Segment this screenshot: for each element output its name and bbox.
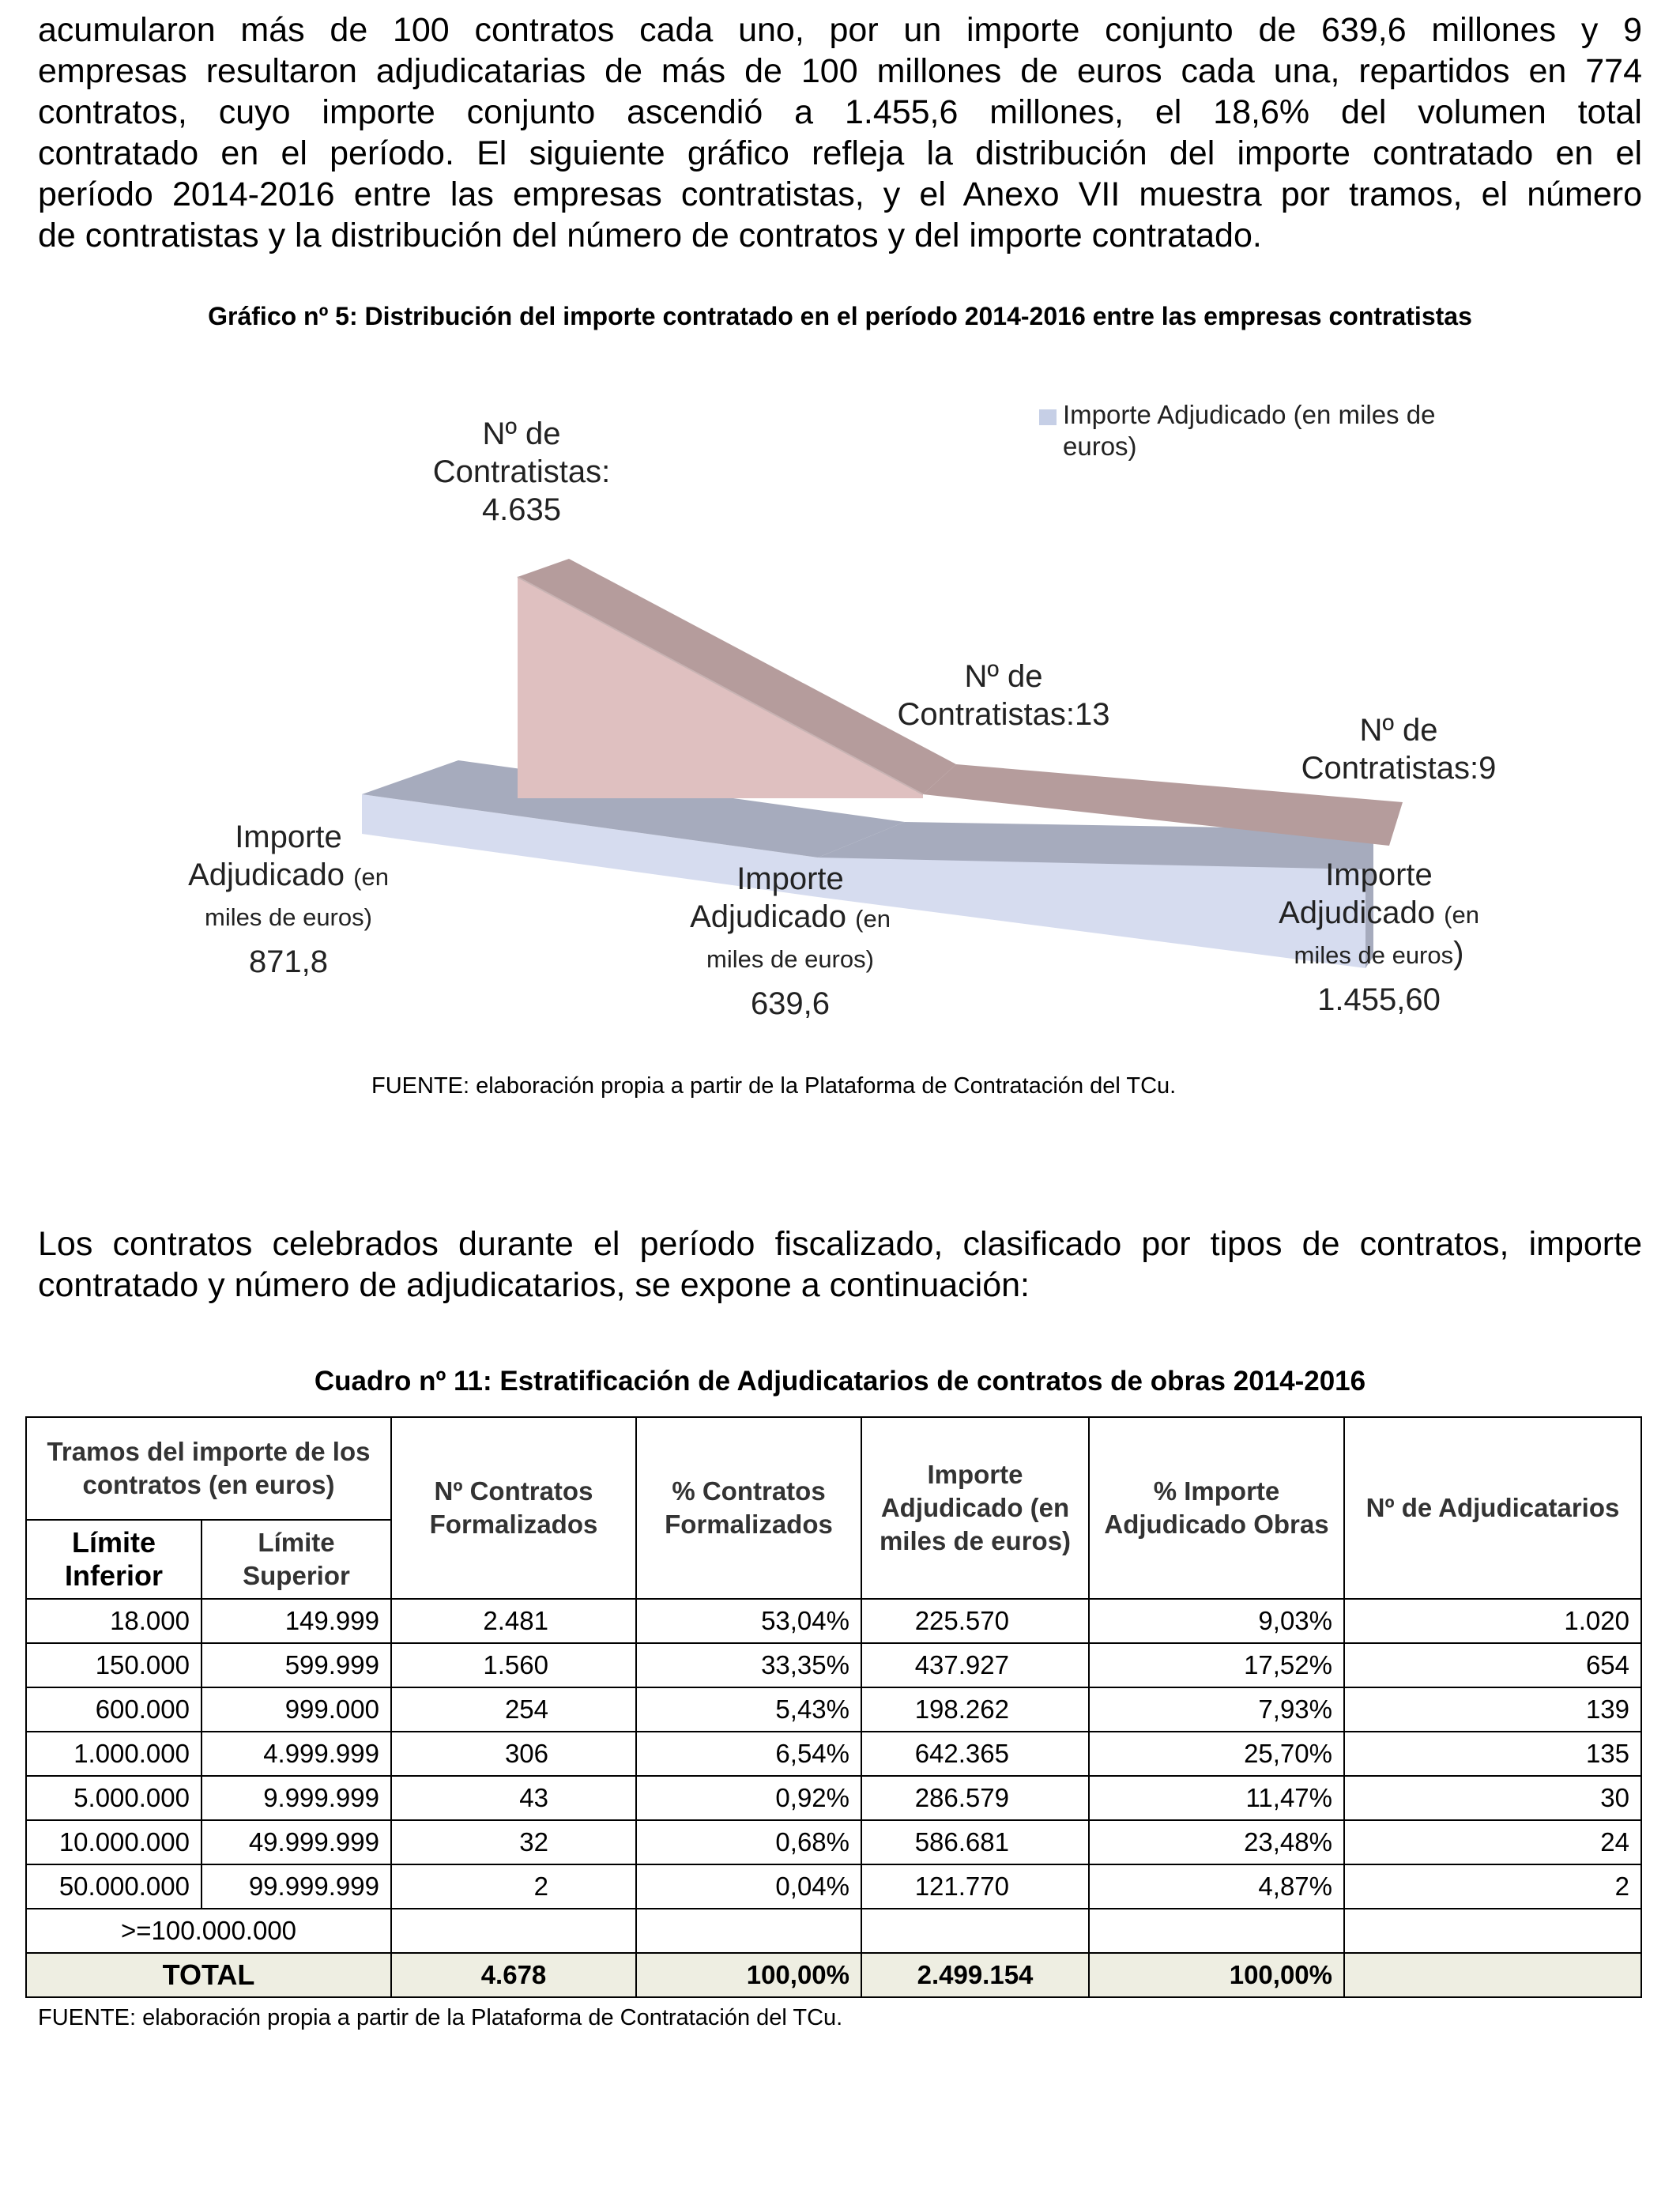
table-source: FUENTE: elaboración propia a partir de la Plataforma de Contratación del TCu. (38, 2005, 843, 2030)
cell-limite-superior: 49.999.999 (202, 1820, 391, 1864)
cell-contratos: 254 (391, 1687, 636, 1732)
importe-label-unit: miles de euros) (205, 903, 372, 931)
table-row (26, 1864, 1641, 1909)
contratistas-label-line: Nº de (482, 417, 561, 451)
table-row (26, 1732, 1641, 1776)
cell-total-empty (1344, 1953, 1641, 1997)
para-line: contratado y número de adjudicatarios, se expone a continuación: (38, 1266, 1030, 1304)
cell-pct-contratos: 53,04% (636, 1599, 861, 1643)
cell-limite-superior: 149.999 (202, 1599, 391, 1643)
cell-importe: 121.770 (861, 1864, 1089, 1909)
cell-pct-contratos: 0,92% (636, 1776, 861, 1820)
intro-line: de contratistas y la distribución del número de contratos y del importe contratado. (38, 217, 1262, 254)
cell-limite-inferior: 600.000 (26, 1687, 202, 1732)
cell-pct-importe: 7,93% (1089, 1687, 1344, 1732)
importe-label-unit: miles de euros (1294, 941, 1454, 969)
cell-limite-superior: 99.999.999 (202, 1864, 391, 1909)
intro-line: período 2014-2016 entre las empresas contratistas, y el Anexo VII muestra por tramos, el número (38, 175, 1642, 213)
importe-label-line: Adjudicado (188, 858, 345, 892)
importe-value: 639,6 (750, 986, 831, 1021)
importe-label-unit: miles de euros) (706, 945, 874, 973)
importe-label-3 (1249, 856, 1509, 1019)
cell-pct-contratos: 0,68% (636, 1820, 861, 1864)
cell-contratos: 43 (391, 1776, 636, 1820)
cell-adjudicatarios: 2 (1344, 1864, 1641, 1909)
table-row (26, 1687, 1641, 1732)
cell-contratos: 2.481 (391, 1599, 636, 1643)
contratistas-label-1 (403, 415, 640, 529)
contratistas-label-line: Nº de (1359, 713, 1438, 748)
cell-importe: 437.927 (861, 1643, 1089, 1687)
cell-importe: 586.681 (861, 1820, 1089, 1864)
table-caption: Cuadro nº 11: Estratificación de Adjudicatarios de contratos de obras 2014-2016 (314, 1366, 1366, 1397)
importe-label-1 (158, 818, 419, 981)
header-pct-contratos: % Contratos Formalizados (636, 1417, 861, 1599)
cell-adjudicatarios: 135 (1344, 1732, 1641, 1776)
contratistas-label-line: Nº de (964, 659, 1043, 694)
cell-tramo-range: >=100.000.000 (26, 1909, 391, 1953)
cell-total-pct-contratos: 100,00% (636, 1953, 861, 1997)
table-row (26, 1599, 1641, 1643)
contratistas-label-3 (1264, 711, 1533, 787)
cell-limite-inferior: 5.000.000 (26, 1776, 202, 1820)
cell-importe: 286.579 (861, 1776, 1089, 1820)
cell-limite-inferior: 18.000 (26, 1599, 202, 1643)
importe-label-line: Adjudicado (690, 899, 846, 934)
intro-line: empresas resultaron adjudicatarias de más de 100 millones de euros cada una, repartidos en 774 (38, 52, 1642, 90)
cell-limite-inferior: 50.000.000 (26, 1864, 202, 1909)
cell-importe: 225.570 (861, 1599, 1089, 1643)
cell-contratos: 2 (391, 1864, 636, 1909)
intro-paragraph (38, 9, 1642, 256)
intro-line: contratos, cuyo importe conjunto ascendió a 1.455,6 millones, el 18,6% del volumen total (38, 93, 1642, 131)
cell-limite-superior: 999.000 (202, 1687, 391, 1732)
importe-label-line: Importe (235, 820, 342, 854)
cell-adjudicatarios: 30 (1344, 1776, 1641, 1820)
importe-label-unit: (en (855, 905, 891, 933)
header-limite-inferior: Límite Inferior (26, 1520, 202, 1599)
cell-pct-importe: 25,70% (1089, 1732, 1344, 1776)
header-contratos: Nº Contratos Formalizados (391, 1417, 636, 1599)
cell-pct-contratos: 33,35% (636, 1643, 861, 1687)
chart-area (0, 371, 1680, 1083)
cell-pct-importe: 23,48% (1089, 1820, 1344, 1864)
table-row (26, 1643, 1641, 1687)
contratistas-label-line: Contratistas:9 (1301, 751, 1497, 786)
importe-label-line: Importe (736, 861, 844, 896)
intro-line: contratado en el período. El siguiente gráfico refleja la distribución del importe contratado en el (38, 134, 1642, 172)
legend-label: Importe Adjudicado (en miles de (1063, 400, 1436, 429)
table-row-last-tramo (26, 1909, 1641, 1953)
cell-empty (391, 1909, 636, 1953)
header-pct-importe: % Importe Adjudicado Obras (1089, 1417, 1344, 1599)
contratistas-value: 4.635 (481, 492, 562, 527)
cell-total-contratos: 4.678 (391, 1953, 636, 1997)
cell-limite-inferior: 150.000 (26, 1643, 202, 1687)
importe-value: 1.455,60 (1317, 982, 1441, 1017)
importe-label-2 (660, 860, 921, 1023)
header-limite-superior: Límite Superior (202, 1520, 391, 1599)
cell-pct-contratos: 5,43% (636, 1687, 861, 1732)
cell-limite-inferior: 10.000.000 (26, 1820, 202, 1864)
chart-source: FUENTE: elaboración propia a partir de la Plataforma de Contratación del TCu. (371, 1073, 1177, 1099)
cell-empty (861, 1909, 1089, 1953)
cell-pct-contratos: 0,04% (636, 1864, 861, 1909)
importe-label-line: Adjudicado (1279, 895, 1435, 930)
contratistas-label-line: Contratistas:13 (897, 697, 1110, 732)
cell-empty (1089, 1909, 1344, 1953)
cell-pct-importe: 4,87% (1089, 1864, 1344, 1909)
cell-pct-importe: 17,52% (1089, 1643, 1344, 1687)
importe-label-unit: (en (1444, 901, 1479, 929)
para-line: Los contratos celebrados durante el período fiscalizado, clasificado por tipos de contratos, importe (38, 1225, 1642, 1263)
cell-pct-importe: 9,03% (1089, 1599, 1344, 1643)
cell-limite-superior: 4.999.999 (202, 1732, 391, 1776)
cell-adjudicatarios: 139 (1344, 1687, 1641, 1732)
cell-adjudicatarios: 24 (1344, 1820, 1641, 1864)
cell-total-label: TOTAL (26, 1953, 391, 1997)
chart-legend (1039, 399, 1435, 462)
cell-total-importe: 2.499.154 (861, 1953, 1089, 1997)
table-row-total (26, 1953, 1641, 1997)
contratistas-label-2 (861, 658, 1146, 733)
contratistas-label-line: Contratistas: (432, 454, 611, 489)
cell-empty (636, 1909, 861, 1953)
cell-empty (1344, 1909, 1641, 1953)
header-importe: Importe Adjudicado (en miles de euros) (861, 1417, 1089, 1599)
cell-limite-inferior: 1.000.000 (26, 1732, 202, 1776)
cell-importe: 198.262 (861, 1687, 1089, 1732)
importe-label-line: Importe (1325, 858, 1433, 892)
cell-pct-contratos: 6,54% (636, 1732, 861, 1776)
cell-limite-superior: 599.999 (202, 1643, 391, 1687)
stratification-table (25, 1416, 1642, 1998)
legend-label-cont: euros) (1063, 432, 1137, 461)
importe-value: 871,8 (248, 944, 329, 979)
chart-caption: Gráfico nº 5: Distribución del importe contratado en el período 2014-2016 entre las empresas contratistas (208, 302, 1472, 330)
table-row (26, 1776, 1641, 1820)
cell-contratos: 32 (391, 1820, 636, 1864)
cell-adjudicatarios: 654 (1344, 1643, 1641, 1687)
cell-pct-importe: 11,47% (1089, 1776, 1344, 1820)
importe-label-paren: ) (1453, 936, 1464, 971)
intro-line: acumularon más de 100 contratos cada uno, por un importe conjunto de 639,6 millones y 9 (38, 11, 1642, 49)
cell-contratos: 306 (391, 1732, 636, 1776)
header-tramos: Tramos del importe de los contratos (en euros) (26, 1417, 391, 1520)
cell-total-pct-importe: 100,00% (1089, 1953, 1344, 1997)
cell-importe: 642.365 (861, 1732, 1089, 1776)
second-paragraph (38, 1223, 1642, 1306)
importe-label-unit: (en (353, 863, 389, 891)
cell-contratos: 1.560 (391, 1643, 636, 1687)
header-adjudicatarios: Nº de Adjudicatarios (1344, 1417, 1641, 1599)
table-row (26, 1820, 1641, 1864)
cell-adjudicatarios: 1.020 (1344, 1599, 1641, 1643)
legend-swatch (1039, 409, 1057, 425)
cell-limite-superior: 9.999.999 (202, 1776, 391, 1820)
